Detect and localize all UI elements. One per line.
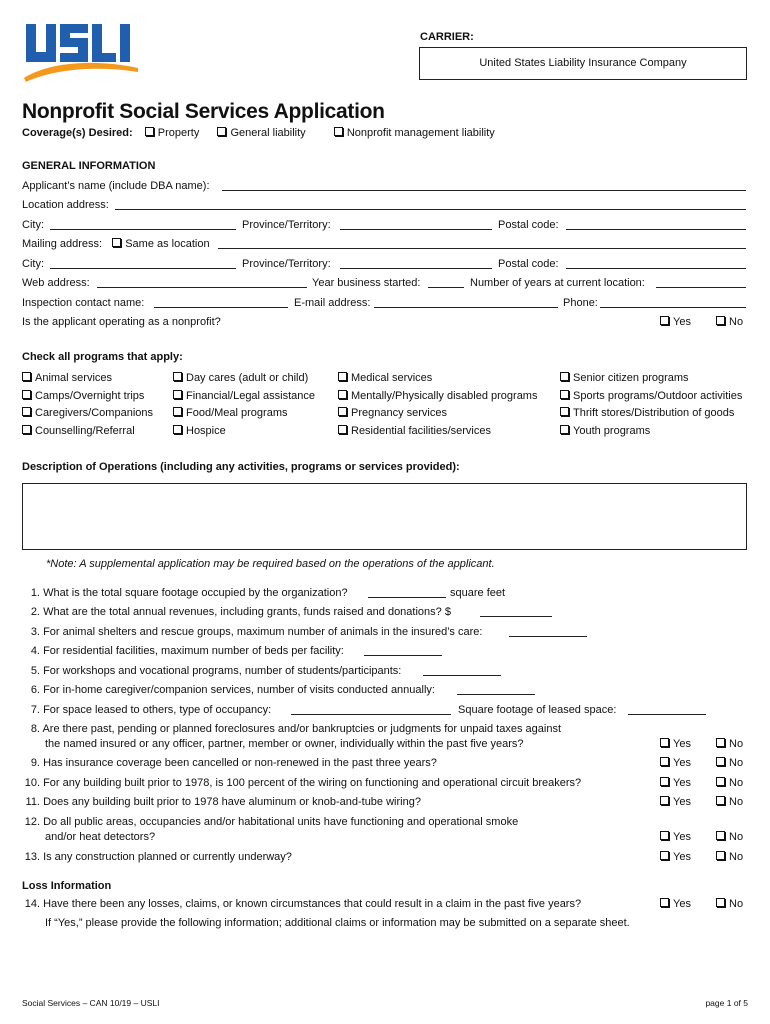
applicant-name-label: Applicant’s name (include DBA name): xyxy=(22,180,210,192)
q12: 12. Do all public areas, occupancies and/or habitational units have functioning and operational smoke xyxy=(24,816,519,828)
checkbox-icon[interactable] xyxy=(716,831,725,840)
q9-yes[interactable]: Yes xyxy=(660,757,691,769)
programs-heading: Check all programs that apply: xyxy=(22,351,183,363)
mailing-province-field[interactable] xyxy=(340,268,492,269)
q9-no[interactable]: No xyxy=(716,757,743,769)
q8-line2: the named insured or any officer, partner, member or owner, individually within the past five years? xyxy=(45,738,524,750)
postal-field[interactable] xyxy=(566,229,746,230)
mailing-city-field[interactable] xyxy=(50,268,236,269)
province-field[interactable] xyxy=(340,229,492,230)
nonprofit-question: Is the applicant operating as a nonprofit? xyxy=(22,316,221,328)
inspection-contact-field[interactable] xyxy=(154,307,288,308)
checkbox-icon[interactable] xyxy=(338,372,347,381)
q14-no[interactable]: No xyxy=(716,898,743,910)
checkbox-icon[interactable] xyxy=(716,757,725,766)
checkbox-icon[interactable] xyxy=(22,425,31,434)
phone-label: Phone: xyxy=(563,297,598,309)
checkbox-icon[interactable] xyxy=(173,407,182,416)
q4-field[interactable] xyxy=(364,655,442,656)
coverage-property[interactable]: Property xyxy=(145,127,200,139)
checkbox-icon[interactable] xyxy=(338,407,347,416)
checkbox-icon[interactable] xyxy=(173,425,182,434)
mailing-postal-field[interactable] xyxy=(566,268,746,269)
checkbox-icon[interactable] xyxy=(660,316,669,325)
checkbox-icon[interactable] xyxy=(660,757,669,766)
q8-yes[interactable]: Yes xyxy=(660,738,691,750)
carrier-value: United States Liability Insurance Company xyxy=(479,57,687,69)
program-col2-2[interactable]: Food/Meal programs xyxy=(173,407,288,419)
q6-field[interactable] xyxy=(457,694,535,695)
checkbox-icon[interactable] xyxy=(716,777,725,786)
program-col1-0[interactable]: Animal services xyxy=(22,372,112,384)
year-started-field[interactable] xyxy=(428,287,464,288)
checkbox-icon[interactable] xyxy=(716,316,725,325)
coverage-label: Coverage(s) Desired: xyxy=(22,127,133,139)
checkbox-icon[interactable] xyxy=(560,425,569,434)
coverage-general-liability[interactable]: General liability xyxy=(217,127,305,139)
program-col3-1[interactable]: Mentally/Physically disabled programs xyxy=(338,390,537,402)
q8: 8. Are there past, pending or planned foreclosures and/or bankruptcies or judgments for unpaid taxes against xyxy=(30,723,561,735)
q10-no[interactable]: No xyxy=(716,777,743,789)
q3: 3. For animal shelters and rescue groups, maximum number of animals in the insured’s care: xyxy=(30,626,483,638)
checkbox-icon[interactable] xyxy=(560,372,569,381)
footer-page: page 1 of 5 xyxy=(705,998,748,1008)
q10: 10. For any building built prior to 1978, is 100 percent of the wiring on functioning and operational circuit breakers? xyxy=(24,777,582,789)
operations-heading: Description of Operations (including any activities, programs or services provided): xyxy=(22,461,460,473)
checkbox-icon[interactable] xyxy=(22,390,31,399)
checkbox-icon[interactable] xyxy=(560,390,569,399)
q13: 13. Is any construction planned or currently underway? xyxy=(24,851,292,863)
q5: 5. For workshops and vocational programs, number of students/participants: xyxy=(30,665,402,677)
year-started-label: Year business started: xyxy=(312,277,421,289)
program-col4-0[interactable]: Senior citizen programs xyxy=(560,372,689,384)
checkbox-icon[interactable] xyxy=(660,831,669,840)
email-label: E-mail address: xyxy=(294,297,371,309)
checkbox-icon[interactable] xyxy=(660,777,669,786)
city-field[interactable] xyxy=(50,229,236,230)
q2-field[interactable] xyxy=(480,616,552,617)
checkbox-icon[interactable] xyxy=(173,390,182,399)
q6: 6. For in-home caregiver/companion services, number of visits conducted annually: xyxy=(30,684,435,696)
usli-logo xyxy=(22,20,140,82)
mailing-city-label: City: xyxy=(22,258,44,270)
checkbox-icon[interactable] xyxy=(145,127,154,136)
checkbox-icon[interactable] xyxy=(334,127,343,136)
mailing-address-field[interactable] xyxy=(218,248,746,249)
footer-left: Social Services – CAN 10/19 – USLI xyxy=(22,998,160,1008)
nonprofit-no[interactable]: No xyxy=(716,316,743,328)
mailing-address-row xyxy=(22,238,210,250)
mailing-province-label: Province/Territory: xyxy=(242,258,331,270)
mailing-postal-label: Postal code: xyxy=(498,258,559,270)
same-as-location-label: Same as location xyxy=(125,238,210,250)
program-col3-3[interactable]: Residential facilities/services xyxy=(338,425,491,437)
city-label: City: xyxy=(22,219,44,231)
program-col2-3[interactable]: Hospice xyxy=(173,425,226,437)
postal-label: Postal code: xyxy=(498,219,559,231)
years-current-label: Number of years at current location: xyxy=(470,277,645,289)
nonprofit-yes[interactable]: Yes xyxy=(660,316,691,328)
program-col2-0[interactable]: Day cares (adult or child) xyxy=(173,372,308,384)
q14: 14. Have there been any losses, claims, or known circumstances that could result in a claim in the past five years? xyxy=(24,898,582,910)
coverage-row xyxy=(22,127,495,139)
q14-yes[interactable]: Yes xyxy=(660,898,691,910)
web-address-field[interactable] xyxy=(97,287,307,288)
applicant-name-field[interactable] xyxy=(222,190,746,191)
years-current-field[interactable] xyxy=(656,287,746,288)
q12-yes[interactable]: Yes xyxy=(660,831,691,843)
checkbox-icon[interactable] xyxy=(22,407,31,416)
q12-line2: and/or heat detectors? xyxy=(45,831,156,843)
phone-field[interactable] xyxy=(600,307,746,308)
q11-no[interactable]: No xyxy=(716,796,743,808)
general-heading: GENERAL INFORMATION xyxy=(22,160,156,172)
q13-yes[interactable]: Yes xyxy=(660,851,691,863)
checkbox-icon[interactable] xyxy=(217,127,226,136)
email-field[interactable] xyxy=(374,307,558,308)
q7-leased-field[interactable] xyxy=(628,714,706,715)
checkbox-icon[interactable] xyxy=(716,898,725,907)
program-col1-2[interactable]: Caregivers/Companions xyxy=(22,407,153,419)
q2: 2. What are the total annual revenues, including grants, funds raised and donations? $ xyxy=(30,606,451,618)
checkbox-icon[interactable] xyxy=(338,390,347,399)
province-label: Province/Territory: xyxy=(242,219,331,231)
location-address-label: Location address: xyxy=(22,199,109,211)
program-col3-0[interactable]: Medical services xyxy=(338,372,432,384)
checkbox-icon[interactable] xyxy=(716,796,725,805)
checkbox-icon[interactable] xyxy=(660,898,669,907)
q1-suffix: square feet xyxy=(450,587,506,599)
q7-occupancy-field[interactable] xyxy=(291,714,451,715)
program-col4-2[interactable]: Thrift stores/Distribution of goods xyxy=(560,407,734,419)
q11-yes[interactable]: Yes xyxy=(660,796,691,808)
q1: 1. What is the total square footage occupied by the organization? xyxy=(30,587,348,599)
inspection-contact-label: Inspection contact name: xyxy=(22,297,145,309)
checkbox-icon[interactable] xyxy=(560,407,569,416)
q8-no[interactable]: No xyxy=(716,738,743,750)
checkbox-icon[interactable] xyxy=(173,372,182,381)
program-col4-3[interactable]: Youth programs xyxy=(560,425,650,437)
same-as-location-checkbox[interactable] xyxy=(112,238,121,247)
q10-yes[interactable]: Yes xyxy=(660,777,691,789)
operations-note: *Note: A supplemental application may be required based on the operations of the applicant. xyxy=(46,558,495,570)
q4: 4. For residential facilities, maximum number of beds per facility: xyxy=(30,645,344,657)
q14-line2: If “Yes,” please provide the following information; additional claims or information may be submitted on a separate sheet. xyxy=(45,917,630,929)
program-col1-1[interactable]: Camps/Overnight trips xyxy=(22,390,144,402)
q1-field[interactable] xyxy=(368,597,446,598)
program-col2-1[interactable]: Financial/Legal assistance xyxy=(173,390,315,402)
q13-no[interactable]: No xyxy=(716,851,743,863)
mailing-address-label: Mailing address: xyxy=(22,238,103,250)
checkbox-icon[interactable] xyxy=(660,738,669,747)
program-col1-3[interactable]: Counselling/Referral xyxy=(22,425,135,437)
location-address-field[interactable] xyxy=(115,209,746,210)
program-col3-2[interactable]: Pregnancy services xyxy=(338,407,447,419)
q9: 9. Has insurance coverage been cancelled or non-renewed in the past three years? xyxy=(30,757,437,769)
q7: 7. For space leased to others, type of occupancy: xyxy=(30,704,272,716)
page-title: Nonprofit Social Services Application xyxy=(22,100,385,123)
coverage-nonprofit-management[interactable]: Nonprofit management liability xyxy=(334,127,495,139)
loss-heading: Loss Information xyxy=(22,880,112,892)
checkbox-icon[interactable] xyxy=(338,425,347,434)
checkbox-icon[interactable] xyxy=(22,372,31,381)
checkbox-icon[interactable] xyxy=(660,851,669,860)
checkbox-icon[interactable] xyxy=(716,738,725,747)
q5-field[interactable] xyxy=(423,675,501,676)
q11: 11. Does any building built prior to 1978 have aluminum or knob-and-tube wiring? xyxy=(25,796,421,808)
q3-field[interactable] xyxy=(509,636,587,637)
web-address-label: Web address: xyxy=(22,277,90,289)
carrier-label: CARRIER: xyxy=(420,31,474,43)
operations-textarea[interactable] xyxy=(22,483,747,550)
program-col4-1[interactable]: Sports programs/Outdoor activities xyxy=(560,390,742,402)
checkbox-icon[interactable] xyxy=(716,851,725,860)
q12-no[interactable]: No xyxy=(716,831,743,843)
q7-leased-label: Square footage of leased space: xyxy=(458,704,617,716)
carrier-box xyxy=(419,47,747,80)
checkbox-icon[interactable] xyxy=(660,796,669,805)
